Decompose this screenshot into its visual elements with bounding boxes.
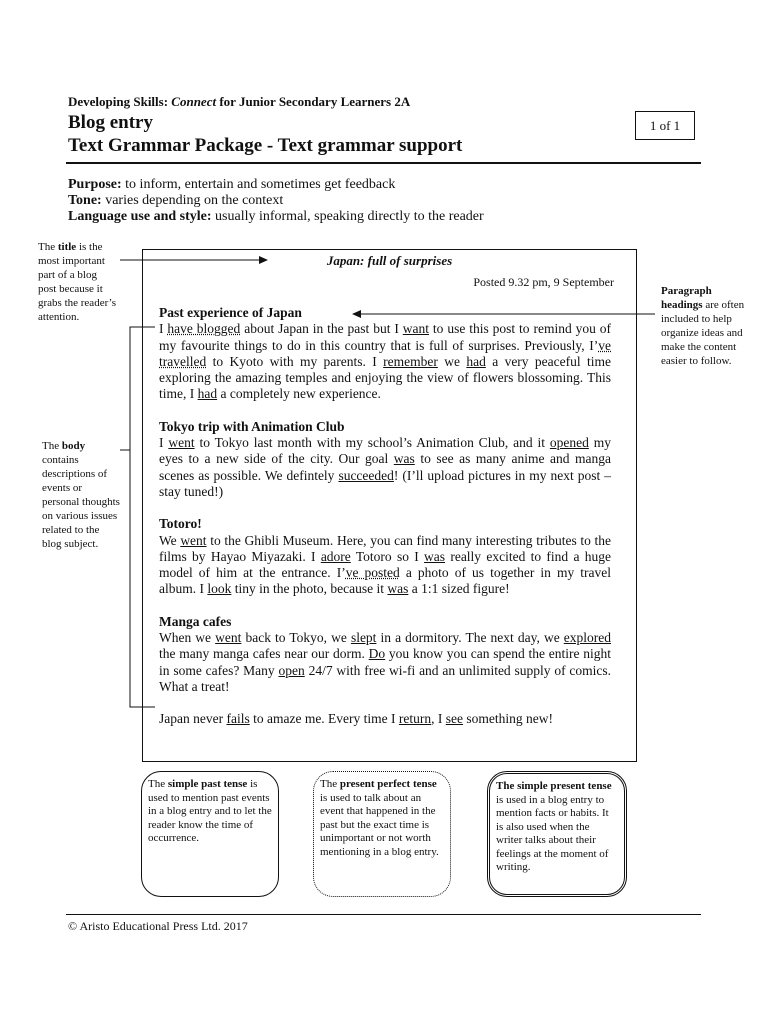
- blog-entry: [142, 249, 637, 762]
- page-number: 1 of 1: [635, 111, 695, 140]
- section-heading: Tokyo trip with Animation Club: [159, 418, 345, 434]
- title-side-note: The title is the most important part of a blog post because it grabs the reader’s attention.: [38, 241, 116, 323]
- title-line-1: Blog entry: [68, 112, 153, 133]
- body-side-note: The body contains descriptions of events or personal thoughts on various issues related to the blog subject.: [42, 440, 120, 550]
- paragraph-past-experience: I have blogged about Japan in the past but I want to use this post to remind you of my favourite things to do in this country that is full of surprises. Previously, I’ve travelled to Kyoto with my parents. I remember we had a very peaceful time exploring the amazing temples and enjoying the view of flowers blossoming. This time, I had a completely new experience.: [159, 321, 611, 402]
- simple-past-note: The simple past tense is used to mention past events in a blog entry and to let the reader know the time of occurrence.: [141, 771, 279, 897]
- series-title: Developing Skills: Connect for Junior Secondary Learners 2A: [68, 94, 411, 109]
- paragraph-manga-cafes: When we went back to Tokyo, we slept in a dormitory. The next day, we explored the many manga cafes near our dorm. Do you know you can spend the entire night in some cafes? Many open 24/7 with free wi-fi and an unlimited supply of comics. What a treat!: [159, 630, 612, 694]
- section-heading: Totoro!: [159, 516, 202, 532]
- heading-side-note: Paragraph headings are often included to help organize ideas and make the content easier to follow.: [661, 285, 745, 367]
- language-line: Language use and style: usually informal, speaking directly to the reader: [68, 209, 484, 224]
- copyright: © Aristo Educational Press Ltd. 2017: [68, 919, 248, 933]
- blog-body: [159, 305, 611, 728]
- tone-line: Tone: varies depending on the context: [68, 193, 284, 208]
- section-heading: Past experience of Japan: [159, 305, 302, 320]
- paragraph-tokyo-trip: I went to Tokyo last month with my school’s Animation Club, and it opened my eyes to a new side of the city. Our goal was to see as many anime and manga scenes as possible. We defintely succeeded! (I’ll upload pictures in my next post – stay tuned!): [159, 435, 612, 499]
- paragraph-conclusion: Japan never fails to amaze me. Every time I return, I see something new!: [159, 711, 554, 727]
- purpose-line: Purpose: to inform, entertain and sometimes get feedback: [68, 177, 396, 192]
- simple-present-note: The simple present tense is used in a blog entry to mention facts or habits. It is also used when the writer talks about their feelings at the moment of writing.: [487, 771, 627, 897]
- paragraph-totoro: We went to the Ghibli Museum. Here, you can find many interesting tributes to the films by Hayao Miyazaki. I adore Totoro so I was really excited to find a huge model of him at the entrance. I’ve posted a photo of us together in my travel album. I look tiny in the photo, because it was a 1:1 sized figure!: [159, 532, 611, 597]
- section-heading: Manga cafes: [159, 613, 232, 629]
- posted-time: Posted 9.32 pm, 9 September: [473, 275, 614, 289]
- footer-divider: [66, 914, 701, 915]
- present-perfect-note: The present perfect tense is used to talk about an event that happened in the past but the exact time is unimportant or not worth mentioning in a blog entry.: [313, 771, 451, 897]
- title-line-2: Text Grammar Package - Text grammar support: [68, 135, 463, 156]
- blog-title: Japan: full of surprises: [326, 253, 453, 268]
